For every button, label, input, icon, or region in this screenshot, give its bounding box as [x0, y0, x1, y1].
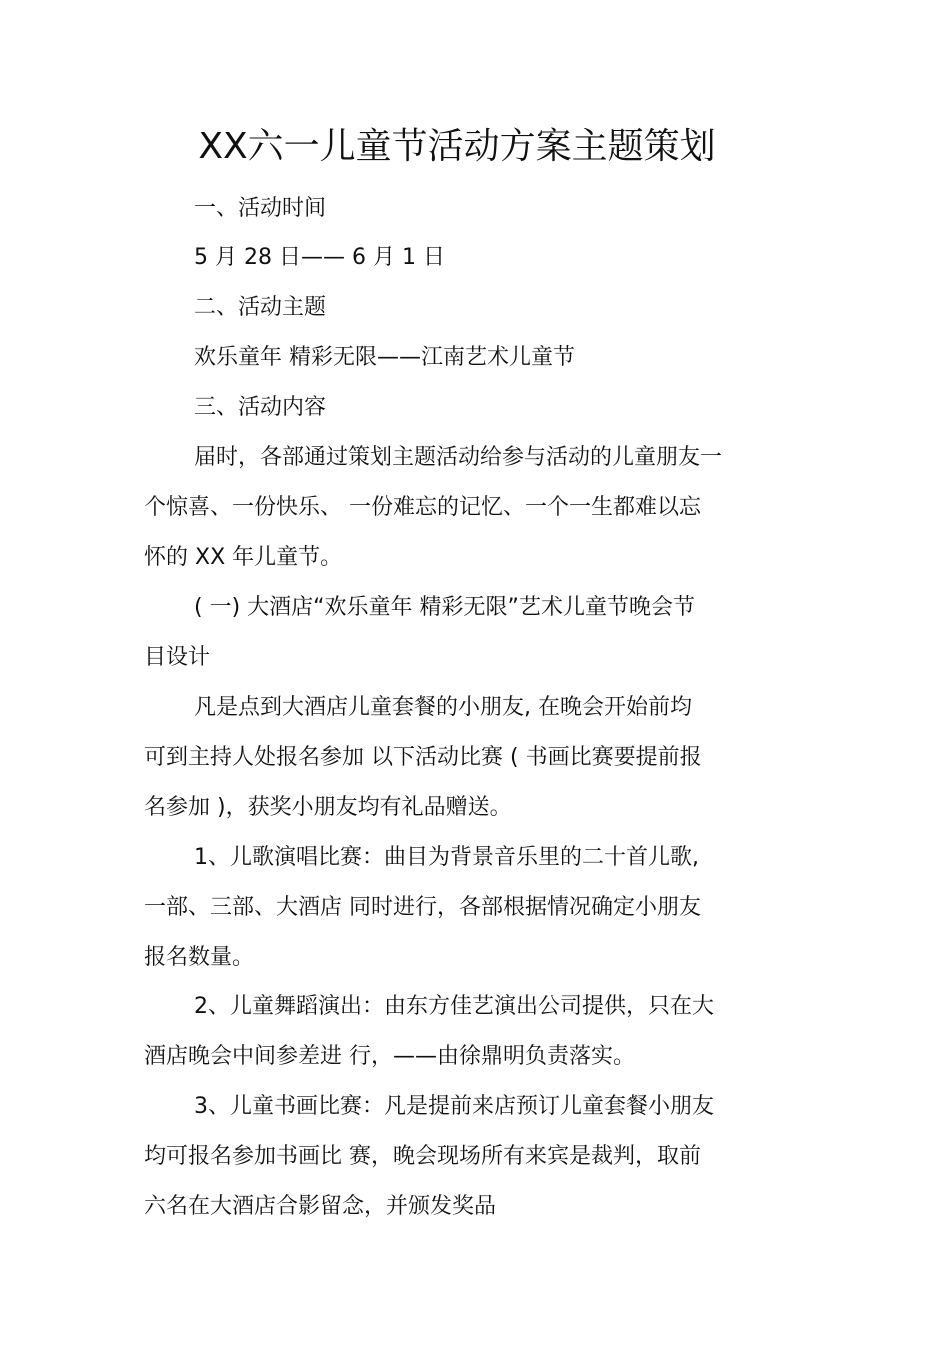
list-item-line: 均可报名参加书画比 赛，晚会现场所有来宾是裁判，取前 — [144, 1144, 701, 1169]
list-item-line: 3、儿童书画比赛：凡是提前来店预订儿童套餐小朋友 — [194, 1094, 714, 1119]
paragraph-line: 个惊喜、一份快乐、 一份难忘的记忆、一个一生都难以忘 — [144, 495, 701, 520]
section-heading-theme: 二、活动主题 — [194, 295, 327, 320]
paragraph-line: 名参加 )，获奖小朋友均有礼品赠送。 — [144, 795, 512, 820]
section-heading-content: 三、活动内容 — [194, 395, 327, 420]
list-item-line: 六名在大酒店合影留念，并颁发奖品 — [144, 1194, 497, 1219]
list-item-line: 1、儿歌演唱比赛：曲目为背景音乐里的二十首儿歌, — [194, 845, 699, 870]
list-item-line: 报名数量。 — [144, 945, 255, 970]
paragraph-line: 可到主持人处报名参加 以下活动比赛 ( 书画比赛要提前报 — [144, 745, 702, 770]
subsection-heading: 目设计 — [144, 645, 211, 670]
paragraph-line: 凡是点到大酒店儿童套餐的小朋友, 在晚会开始前均 — [194, 695, 692, 720]
section-heading-time: 一、活动时间 — [194, 196, 327, 221]
document-title: XX六一儿童节活动方案主题策划 — [198, 126, 716, 167]
time-value: 5 月 28 日—— 6 月 1 日 — [194, 245, 445, 270]
paragraph-line: 届时，各部通过策划主题活动给参与活动的儿童朋友一 — [194, 445, 723, 470]
list-item-line: 酒店晚会中间参差进 行，——由徐鼎明负责落实。 — [144, 1044, 635, 1069]
list-item-line: 一部、三部、大酒店 同时进行，各部根据情况确定小朋友 — [144, 895, 701, 920]
list-item-line: 2、儿童舞蹈演出：由东方佳艺演出公司提供，只在大 — [194, 994, 714, 1019]
theme-value: 欢乐童年 精彩无限——江南艺术儿童节 — [194, 345, 575, 370]
subsection-heading: ( 一) 大酒店“欢乐童年 精彩无限”艺术儿童节晚会节 — [194, 595, 695, 620]
paragraph-line: 怀的 XX 年儿童节。 — [144, 545, 343, 570]
